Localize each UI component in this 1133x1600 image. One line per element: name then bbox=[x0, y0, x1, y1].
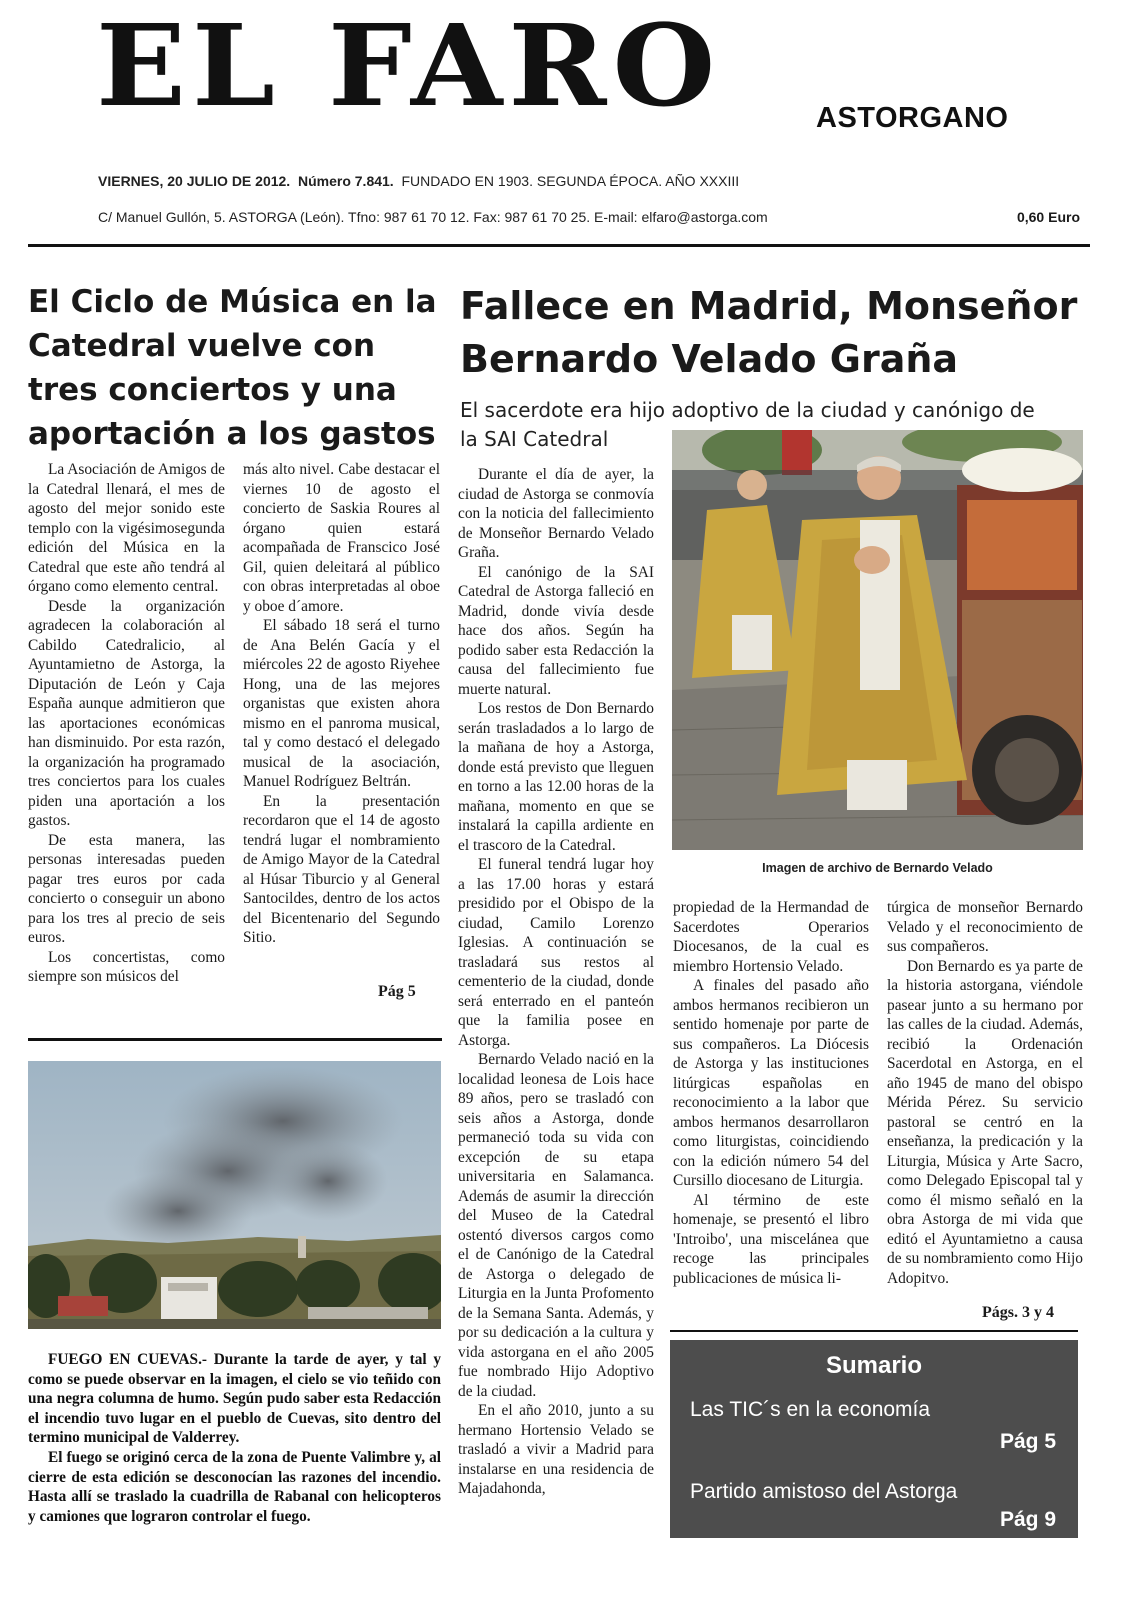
issue-price: 0,60 Euro bbox=[1016, 209, 1080, 225]
obit-p6: En el año 2010, junto a su hermano Hortensio Velado se trasladó a vivir a Madrid para instalarse en una residencia de Majadahonda, bbox=[458, 1402, 654, 1497]
issue-date: VIERNES, 20 JULIO DE 2012. bbox=[98, 173, 291, 189]
obituary-col2 bbox=[673, 898, 869, 1288]
obit-p1: Durante el día de ayer, la ciudad de Astorga se conmovía con la noticia del fallecimiento de Monseñor Bernardo Velado Graña. bbox=[458, 466, 654, 561]
bernardo-velado-photo bbox=[672, 430, 1083, 850]
obit-p7: propiedad de la Hermandad de Sacerdotes Operarios Diocesanos, de la cual es miembro Hortensio Velado. bbox=[673, 899, 869, 975]
obituary-subhead: El sacerdote era hijo adoptivo de la ciudad y canónigo de la SAI Catedral bbox=[460, 398, 1035, 451]
obit-p9: Al término de este homenaje, se presentó el libro 'Introibo', una miscelánea que recoge las principales publicaciones de música li- bbox=[673, 1191, 869, 1287]
fire-caption bbox=[28, 1350, 441, 1526]
music-article-col1 bbox=[28, 460, 225, 987]
music-p6: El sábado 18 será el turno de Ana Belén Gacía y el miércoles 22 de agosto Riyehee Hong, una de las mejores organistas que existen ahora mismo en el panroma musical, tal y como destacó el delegado musical de la asociación, Manuel Rodríguez Beltrán. bbox=[243, 617, 440, 790]
obit-p10: túrgica de monseñor Bernardo Velado y el reconocimiento de sus compañeros. bbox=[887, 899, 1083, 955]
founded-info: FUNDADO EN 1903. SEGUNDA ÉPOCA. AÑO XXXIII bbox=[401, 173, 740, 189]
music-p2: Desde la organización agradecen la colaboración al Cabildo Catedralicio, al Ayuntamietno de Astorga, la Diputación de León y Caja España aunque admitieron que las aportaciones económicas han disminuido. Por esta razón, la organización ha programado tres conciertos para los cuales piden una aportación a los gastos. bbox=[28, 597, 225, 829]
music-article-headline: El Ciclo de Música en la Catedral vuelve con tres conciertos y una aportación a los gastos bbox=[28, 284, 437, 452]
obituary-photo-caption: Imagen de archivo de Bernardo Velado bbox=[762, 861, 993, 875]
music-p3: De esta manera, las personas interesadas pueden pagar tres euros por cada concierto o conseguir un abono para los tres al precio de seis euros. bbox=[28, 831, 225, 946]
sumario-item-page[interactable]: Pág 5 bbox=[999, 1430, 1056, 1453]
music-p1: La Asociación de Amigos de la Catedral llenará, el mes de agosto del mejor sonido este templo con la vigésimosegunda edición del Música en la Catedral que este año tendrá al órgano como elemento central. bbox=[28, 461, 225, 595]
sumario-title: Sumario bbox=[825, 1352, 923, 1379]
newspaper-subtitle: ASTORGANO bbox=[816, 102, 1009, 134]
issue-info-line bbox=[98, 173, 739, 189]
music-p5: más alto nivel. Cabe destacar el viernes 10 de agosto el concierto de Saskia Roures al órgano quien estará acompañada de Franscico José Gil, quien deleitará al público con obras interpretadas al oboe y oboe d´amore. bbox=[243, 461, 440, 615]
procession-image bbox=[672, 430, 1083, 850]
sumario-item-label[interactable]: Partido amistoso del Astorga bbox=[690, 1480, 958, 1503]
section-divider bbox=[28, 1038, 442, 1041]
obituary-page-ref: Págs. 3 y 4 bbox=[982, 1304, 1054, 1321]
sumario-divider bbox=[670, 1330, 1078, 1332]
masthead-divider bbox=[28, 244, 1090, 247]
obituary-col3 bbox=[887, 898, 1083, 1288]
obit-p5: Bernardo Velado nació en la localidad leonesa de Lois hace 89 años, pero se trasladó con seis años a Astorga, donde permaneció toda su vida con excepción de su etapa universitaria en Salamanca. Además de asumir la dirección del Museo de la Catedral ostentó diversos cargos como el de Canónigo de la Catedral de Astorga o delegado de Liturgia en la Junta Profomento de la Semana Santa. Además, y por su dedicación a la cultura y vida astorgana en el año 2005 fue nombrado Hijo Adoptivo de la ciudad. bbox=[458, 1051, 654, 1400]
smoke-landscape-image bbox=[28, 1061, 441, 1329]
obit-p8: A finales del pasado año ambos hermanos recibieron un sentido homenaje por parte de sus compañeros. La Diócesis de Astorga y las instituciones litúrgicas españolas en reconocimiento a la labor que ambos hermanos desarrollaron como liturgistas, coincidiendo con la edición número 54 del Cursillo diocesano de Liturgia. bbox=[673, 977, 869, 1189]
music-p7: En la presentación recordaron que el 14 de agosto tendrá lugar el nombramiento de Amigo Mayor de la Catedral al Húsar Tiburcio y al General Santocildes, dentro de los actos del Bicentenario del Segundo Sitio. bbox=[243, 792, 440, 946]
obit-p11: Don Bernardo es ya parte de la historia astorgana, viéndole pasear junto a su hermano por las calles de la ciudad. Además, recibió la Ordenación Sacerdotal en Astorga, en el año 1945 de mano del obispo Mérida Pérez. Su servicio pastoral se centró en la enseñanza, la predicación y la Liturgia, Música y Arte Sacro, como Delegado Episcopal tal y como él mismo señaló en la obra Astorga de mi vida que editó el Ayuntamietno a causa de su nombramiento como Hijo Adopitvo. bbox=[887, 957, 1083, 1287]
music-page-ref: Pág 5 bbox=[378, 983, 416, 1000]
sumario-box bbox=[670, 1340, 1078, 1538]
issue-number: Número 7.841. bbox=[297, 173, 394, 189]
fire-caption-p1: Durante la tarde de ayer, y tal y como se puede observar en la imagen, el cielo se vio teñido con una negra columna de humo. Según pudo saber esta Redacción el incendio tuvo lugar en el pueblo de Cuevas, sito dentro del termino municipal de Valderrey. bbox=[28, 1351, 441, 1447]
fire-caption-p2: El fuego se originó cerca de la zona de Puente Valimbre y, al cierre de esta edición se desconocían las razones del incendio. Hasta allí se traslado la cuadrilla de Rabanal con helicopteros y camiones que lograron controlar el fuego. bbox=[28, 1448, 441, 1525]
obituary-col1 bbox=[458, 465, 654, 1499]
obit-p3: Los restos de Don Bernardo serán trasladados a lo largo de la mañana de hoy a Astorga, donde está previsto que lleguen en torno a las 12.00 horas de la mañana, momento en que se instalará la capilla ardiente en el trascoro de la Catedral. bbox=[458, 700, 654, 854]
contact-address: C/ Manuel Gullón, 5. ASTORGA (León). Tfno: 987 61 70 12. Fax: 987 61 70 25. E-mail: elfaro@astorga.com bbox=[98, 209, 768, 225]
newspaper-title: EL FARO bbox=[96, 0, 722, 132]
obituary-headline: Fallece en Madrid, Monseñor Bernardo Velado Graña bbox=[460, 284, 1078, 381]
music-p4: Los concertistas, como siempre son músicos del bbox=[28, 948, 225, 985]
sumario-item-page[interactable]: Pág 9 bbox=[999, 1508, 1056, 1531]
obit-p4: El funeral tendrá lugar hoy a las 17.00 horas y estará presidido por el Obispo de la ciudad, Camilo Lorenzo Iglesias. A continuación se trasladará sus restos al cementerio de la ciudad, donde será enterrado en el panteón que la familia posee en Astorga. bbox=[458, 856, 654, 1049]
fire-photo bbox=[28, 1061, 441, 1329]
fire-caption-lead: FUEGO EN CUEVAS.- bbox=[48, 1351, 207, 1368]
obit-p2: El canónigo de la SAI Catedral de Astorga falleció en Madrid, donde vivía desde hace dos años. Según ha podido saber esta Redacción la causa del fallecimiento fue muerte natural. bbox=[458, 563, 654, 698]
music-article-col2 bbox=[243, 460, 440, 948]
sumario-item-label[interactable]: Las TIC´s en la economía bbox=[690, 1398, 931, 1421]
